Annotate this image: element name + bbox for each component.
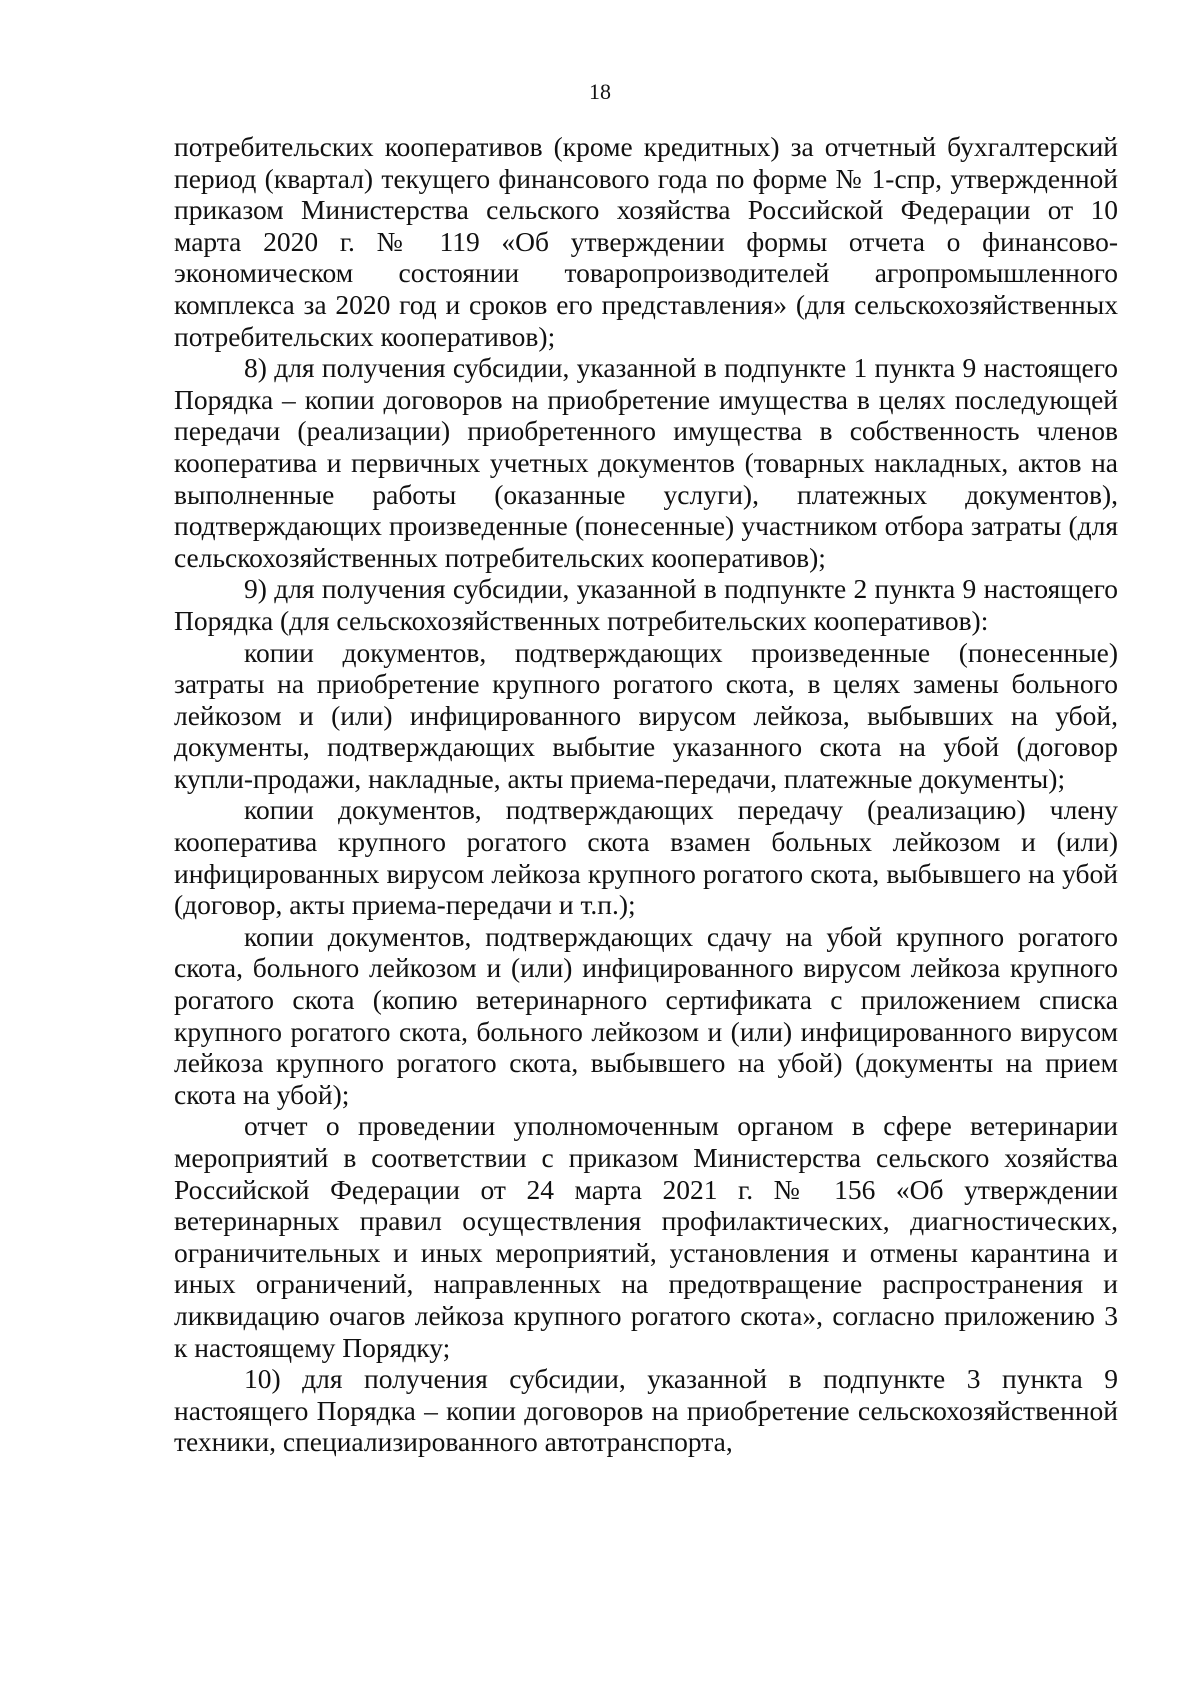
paragraph-item-9-veterinary-report: отчет о проведении уполномоченным органом в сфере ветеринарии мероприятий в соответствии с приказом Министерства сельского хозяйства Российской Федерации от 24 марта 2021 г. № 156 «Об утверждении ветеринарных правил осуществления профилактических, диагностических, ограничительных и иных мероприятий, установления и отмены карантина и иных ограничений, направленных на предотвращение распространения и ликвидацию очагов лейкоза крупного рогатого скота», согласно приложению 3 к настоящему Порядку; (174, 1110, 1118, 1363)
paragraph-item-9-slaughter-docs: копии документов, подтверждающих сдачу на убой крупного рогатого скота, больного лейкозом и (или) инфицированного вирусом лейкоза крупного рогатого скота (копию ветеринарного сертификата с приложением списка крупного рогатого скота, больного лейкозом и (или) инфицированного вирусом лейкоза крупного рогатого скота, выбывшего на убой) (документы на прием скота на убой); (174, 920, 1118, 1110)
paragraph-item-9-purchase-docs: копии документов, подтверждающих произведенные (понесенные) затраты на приобретение крупного рогатого скота, в целях замены больного лейкозом и (или) инфицированного вирусом лейкоза, выбывших на убой, документы, подтверждающих выбытие указанного скота на убой (договор купли-продажи, накладные, акты приема-передачи, платежные документы); (174, 636, 1118, 794)
paragraph-item-9-transfer-docs: копии документов, подтверждающих передачу (реализацию) члену кооператива крупного рогатого скота взамен больных лейкозом и (или) инфицированных вирусом лейкоза крупного рогатого скота, выбывшего на убой (договор, акты приема-передачи и т.п.); (174, 794, 1118, 921)
paragraph-continuation: потребительских кооперативов (кроме кредитных) за отчетный бухгалтерский период (квартал) текущего финансового года по форме № 1-спр, утвержденной приказом Министерства сельского хозяйства Российской Федерации от 10 марта 2020 г. № 119 «Об утверждении формы отчета о финансово-экономическом состоянии товаропроизводителей агропромышленного комплекса за 2020 год и сроков его представления» (для сельскохозяйственных потребительских кооперативов); (174, 131, 1118, 352)
document-body (174, 131, 1118, 1458)
paragraph-item-10: 10) для получения субсидии, указанной в подпункте 3 пункта 9 настоящего Порядка – копии договоров на приобретение сельскохозяйственной техники, специализированного автотранспорта, (174, 1363, 1118, 1458)
paragraph-item-8: 8) для получения субсидии, указанной в подпункте 1 пункта 9 настоящего Порядка – копии договоров на приобретение имущества в целях последующей передачи (реализации) приобретенного имущества в собственность членов кооператива и первичных учетных документов (товарных накладных, актов на выполненные работы (оказанные услуги), платежных документов), подтверждающих произведенные (понесенные) участником отбора затраты (для сельскохозяйственных потребительских кооперативов); (174, 352, 1118, 573)
page-number: 18 (589, 79, 611, 104)
paragraph-item-9: 9) для получения субсидии, указанной в подпункте 2 пункта 9 настоящего Порядка (для сельскохозяйственных потребительских кооперативов): (174, 573, 1118, 636)
